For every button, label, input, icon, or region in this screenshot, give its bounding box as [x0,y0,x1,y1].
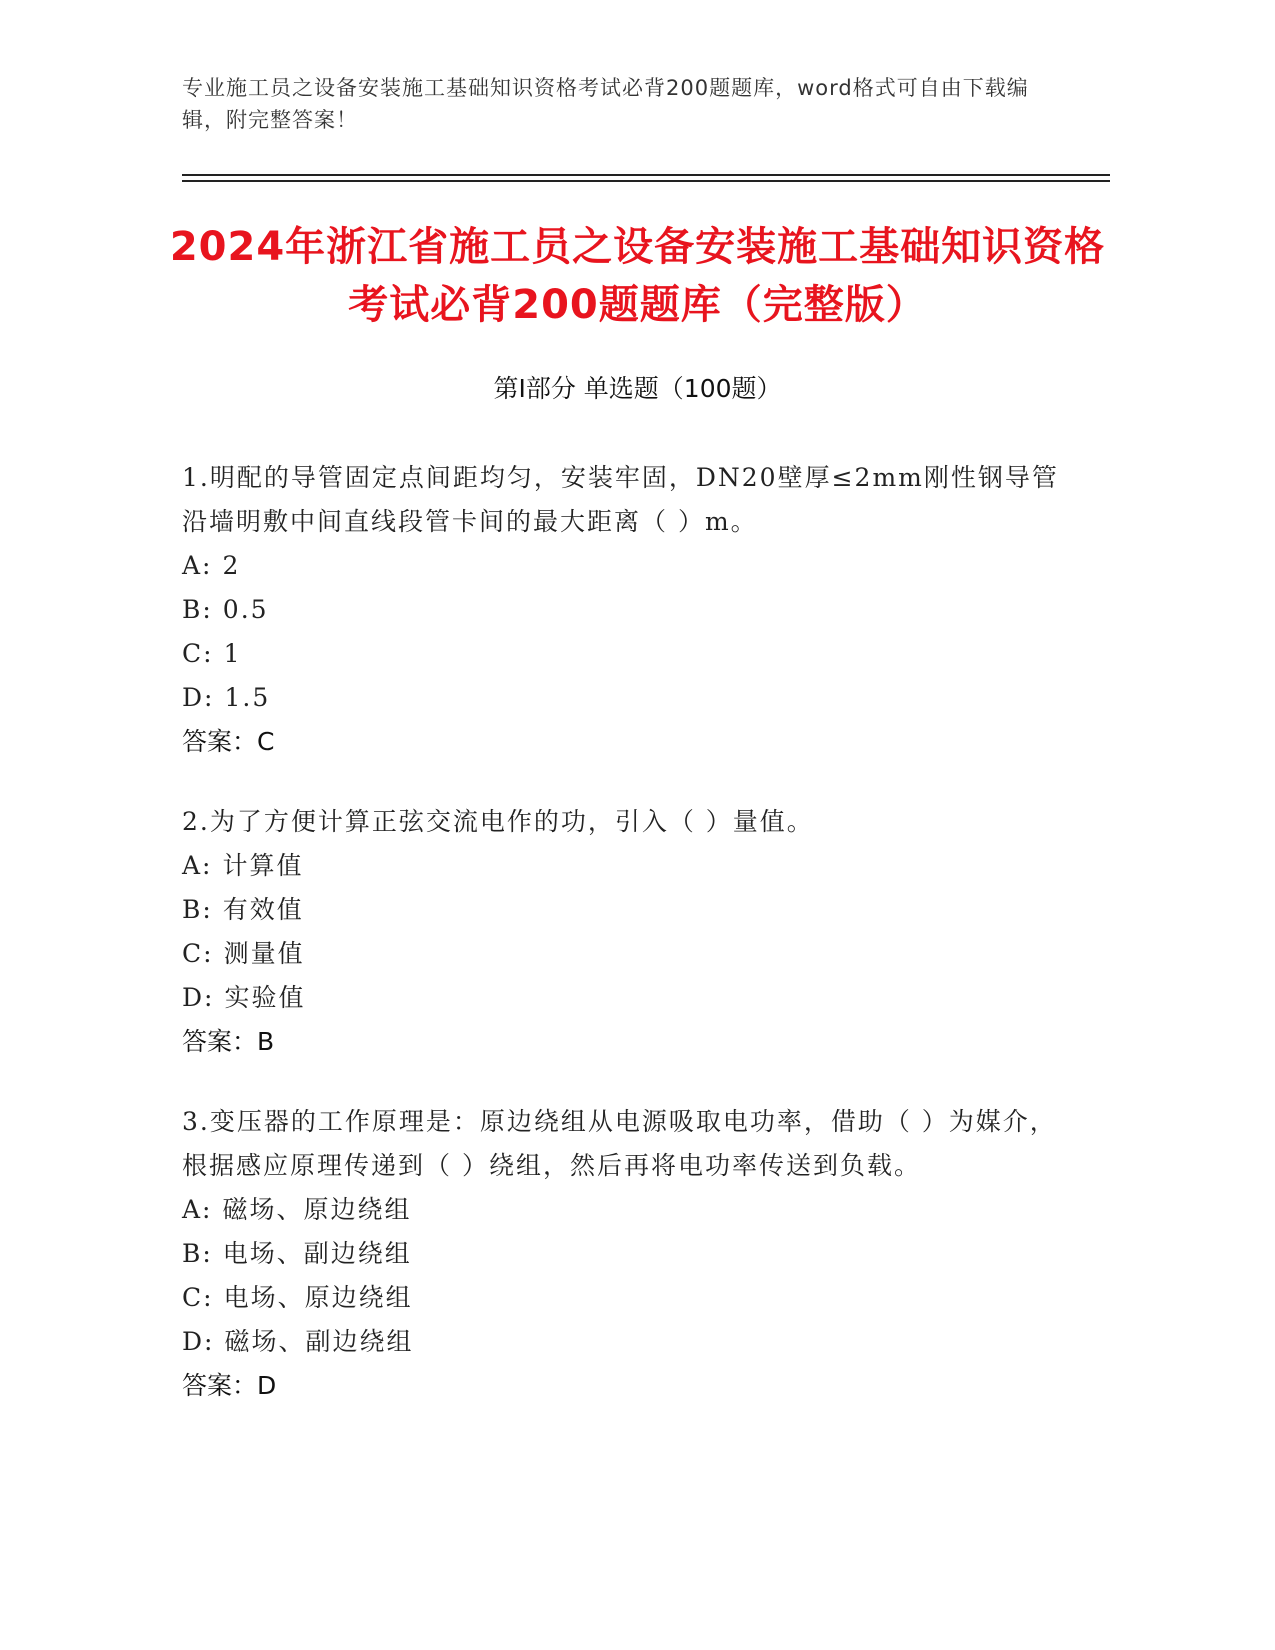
option-letter: C: [182,639,214,668]
answer-line: 答案：D [182,1371,277,1400]
option-letter: A: [182,1195,213,1224]
option-text: 磁场、副边绕组 [224,1327,414,1356]
option-c [182,632,1062,676]
option-letter: B: [182,895,213,924]
option-text: 2 [222,551,241,580]
question-stem: 1.明配的导管固定点间距均匀，安装牢固，DN20壁厚≤2mm刚性钢导管沿墙明敷中间直线段管卡间的最大距离（ ）m。 [182,463,1059,536]
option-a [182,1188,1062,1232]
option-text: 测量值 [223,939,305,968]
option-letter: D: [182,1327,215,1356]
option-letter: A: [182,851,213,880]
option-text: 计算值 [222,851,304,880]
option-text: 0.5 [222,595,269,624]
option-b [182,588,1062,632]
option-text: 实验值 [224,983,306,1012]
answer-line: 答案：C [182,727,275,756]
option-c [182,1276,1062,1320]
question-stem: 2.为了方便计算正弦交流电作的功，引入（ ）量值。 [182,807,814,836]
question-1 [182,456,1062,764]
option-text: 磁场、原边绕组 [222,1195,412,1224]
option-a [182,544,1062,588]
option-a [182,844,1062,888]
header-note: 专业施工员之设备安装施工基础知识资格考试必背200题题库，word格式可自由下载编辑，附完整答案！ [182,76,1029,132]
question-list [182,456,1062,1444]
option-letter: C: [182,1283,214,1312]
question-3 [182,1100,1062,1408]
header-rule-top [182,174,1110,176]
option-letter: D: [182,683,215,712]
option-text: 有效值 [222,895,304,924]
option-letter: A: [182,551,213,580]
option-b [182,888,1062,932]
option-b [182,1232,1062,1276]
option-text: 电场、副边绕组 [222,1239,412,1268]
option-letter: C: [182,939,214,968]
document-title: 2024年浙江省施工员之设备安装施工基础知识资格考试必背200题题库（完整版） [169,224,1106,328]
header-rule-bottom [182,180,1110,182]
section-title: 第Ⅰ部分 单选题（100题） [493,374,782,403]
option-d [182,976,1062,1020]
option-d [182,676,1062,720]
option-text: 1.5 [224,683,271,712]
question-2 [182,800,1062,1064]
option-d [182,1320,1062,1364]
answer-line: 答案：B [182,1027,275,1056]
option-letter: B: [182,1239,213,1268]
option-letter: D: [182,983,215,1012]
option-text: 1 [223,639,242,668]
option-letter: B: [182,595,213,624]
option-text: 电场、原边绕组 [223,1283,413,1312]
option-c [182,932,1062,976]
question-stem: 3.变压器的工作原理是：原边绕组从电源吸取电功率，借助（ ）为媒介，根据感应原理传递到（ ）绕组，然后再将电功率传送到负载。 [182,1107,1057,1180]
